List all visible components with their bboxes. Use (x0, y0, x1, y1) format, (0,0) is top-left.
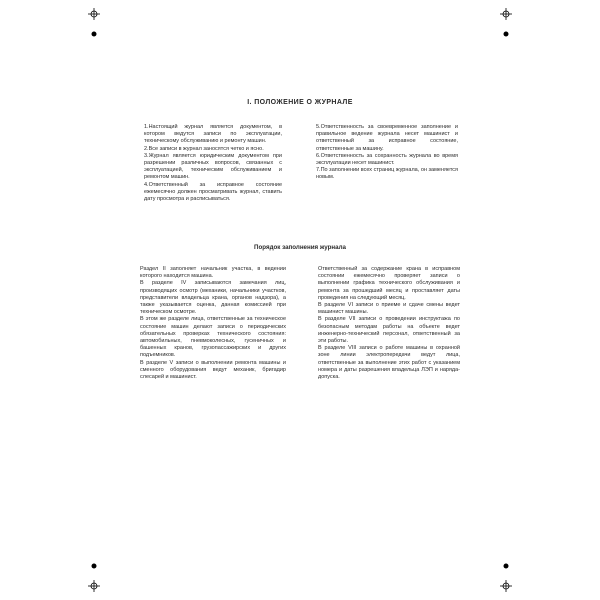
order-right-column (318, 266, 460, 381)
paragraph: В разделе VIII записи о работе машины в охранной зоне линии электропередачи ведут лица, ответственные за выполнение этих работ с указанием номера и даты разрешения владельца ЛЭП и наряда-допуска. (318, 345, 460, 381)
registration-mark-bottom-right (500, 580, 512, 592)
dot-mark-bottom-right (500, 560, 512, 572)
section-left-column (144, 124, 282, 203)
paragraph: 1.Настоящий журнал является документом, в котором ведутся записи по эксплуатации, техническому обслуживанию и ремонту машин. (144, 124, 282, 145)
paragraph: В разделе IV записываются замечания лиц, производящих осмотр (механики, начальники участков, представители владельца крана, органов надзора), а также указывается оценка, данная комиссией при техническом осмотре. (140, 280, 286, 316)
paragraph: В разделе V записи о выполнении ремонта машины и сменного оборудования ведут механик, бригадир слесарей и машинист. (140, 359, 286, 381)
paragraph: 4.Ответственный за исправное состояние ежемесячно должен просматривать журнал, ставить дату просмотра и расписываться. (144, 181, 282, 203)
paragraph: 2.Все записи в журнал заносятся четко и ясно. (144, 145, 264, 152)
dot-mark-top-right (500, 28, 512, 40)
dot-mark-bottom-left (88, 560, 100, 572)
paragraph: 7.По заполнении всех страниц журнала, он заменяется новым. (316, 167, 458, 181)
paragraph: Ответственный за содержание крана в исправном состоянии ежемесячно проверяет записи о выполнении графика технического обслуживания и ремонта за прошедший месяц и проставляет даты проведения на следующий месяц. (318, 266, 460, 301)
paragraph: В этом же разделе лица, ответственные за техническое состояние машин делают записи о периодических обязательных проверках технического состояния: автомобильных, пневмоколесных, гусеничных и башенных кранов, грузопассажирских и других подъемников. (140, 316, 286, 359)
order-left-column (140, 266, 286, 381)
registration-mark-top-right (500, 8, 512, 20)
paragraph: Раздел II заполняет начальник участка, в ведении которого находится машина. (140, 266, 286, 280)
registration-mark-bottom-left (88, 580, 100, 592)
paragraph: 6.Ответственность за сохранность журнала во время эксплуатации несет машинист. (316, 152, 458, 167)
paragraph: 5.Ответственность за своевременное заполнение и правильное ведение журнала несет машинист и ответственный за исправное состояние, ответственные за машину. (316, 124, 458, 152)
paragraph: В разделе VI записи о приеме и сдаче смены ведет машинист машины. (318, 302, 460, 316)
order-title: Порядок заполнения журнала (254, 244, 346, 251)
section-right-column (316, 124, 458, 182)
section-title: I. ПОЛОЖЕНИЕ О ЖУРНАЛЕ (247, 99, 353, 106)
registration-mark-top-left (88, 8, 100, 20)
dot-mark-top-left (88, 28, 100, 40)
paragraph: В разделе VII записи о проведении инструктажа по безопасным методам работы на объекте ведет инженерно-технический персонал, ответственный за эти работы. (318, 316, 460, 345)
paragraph: 3.Журнал является юридическим документом при разрешении различных вопросов, связанных с эксплуатацией, техническим обслуживанием и ремонтом машин. (144, 152, 282, 181)
